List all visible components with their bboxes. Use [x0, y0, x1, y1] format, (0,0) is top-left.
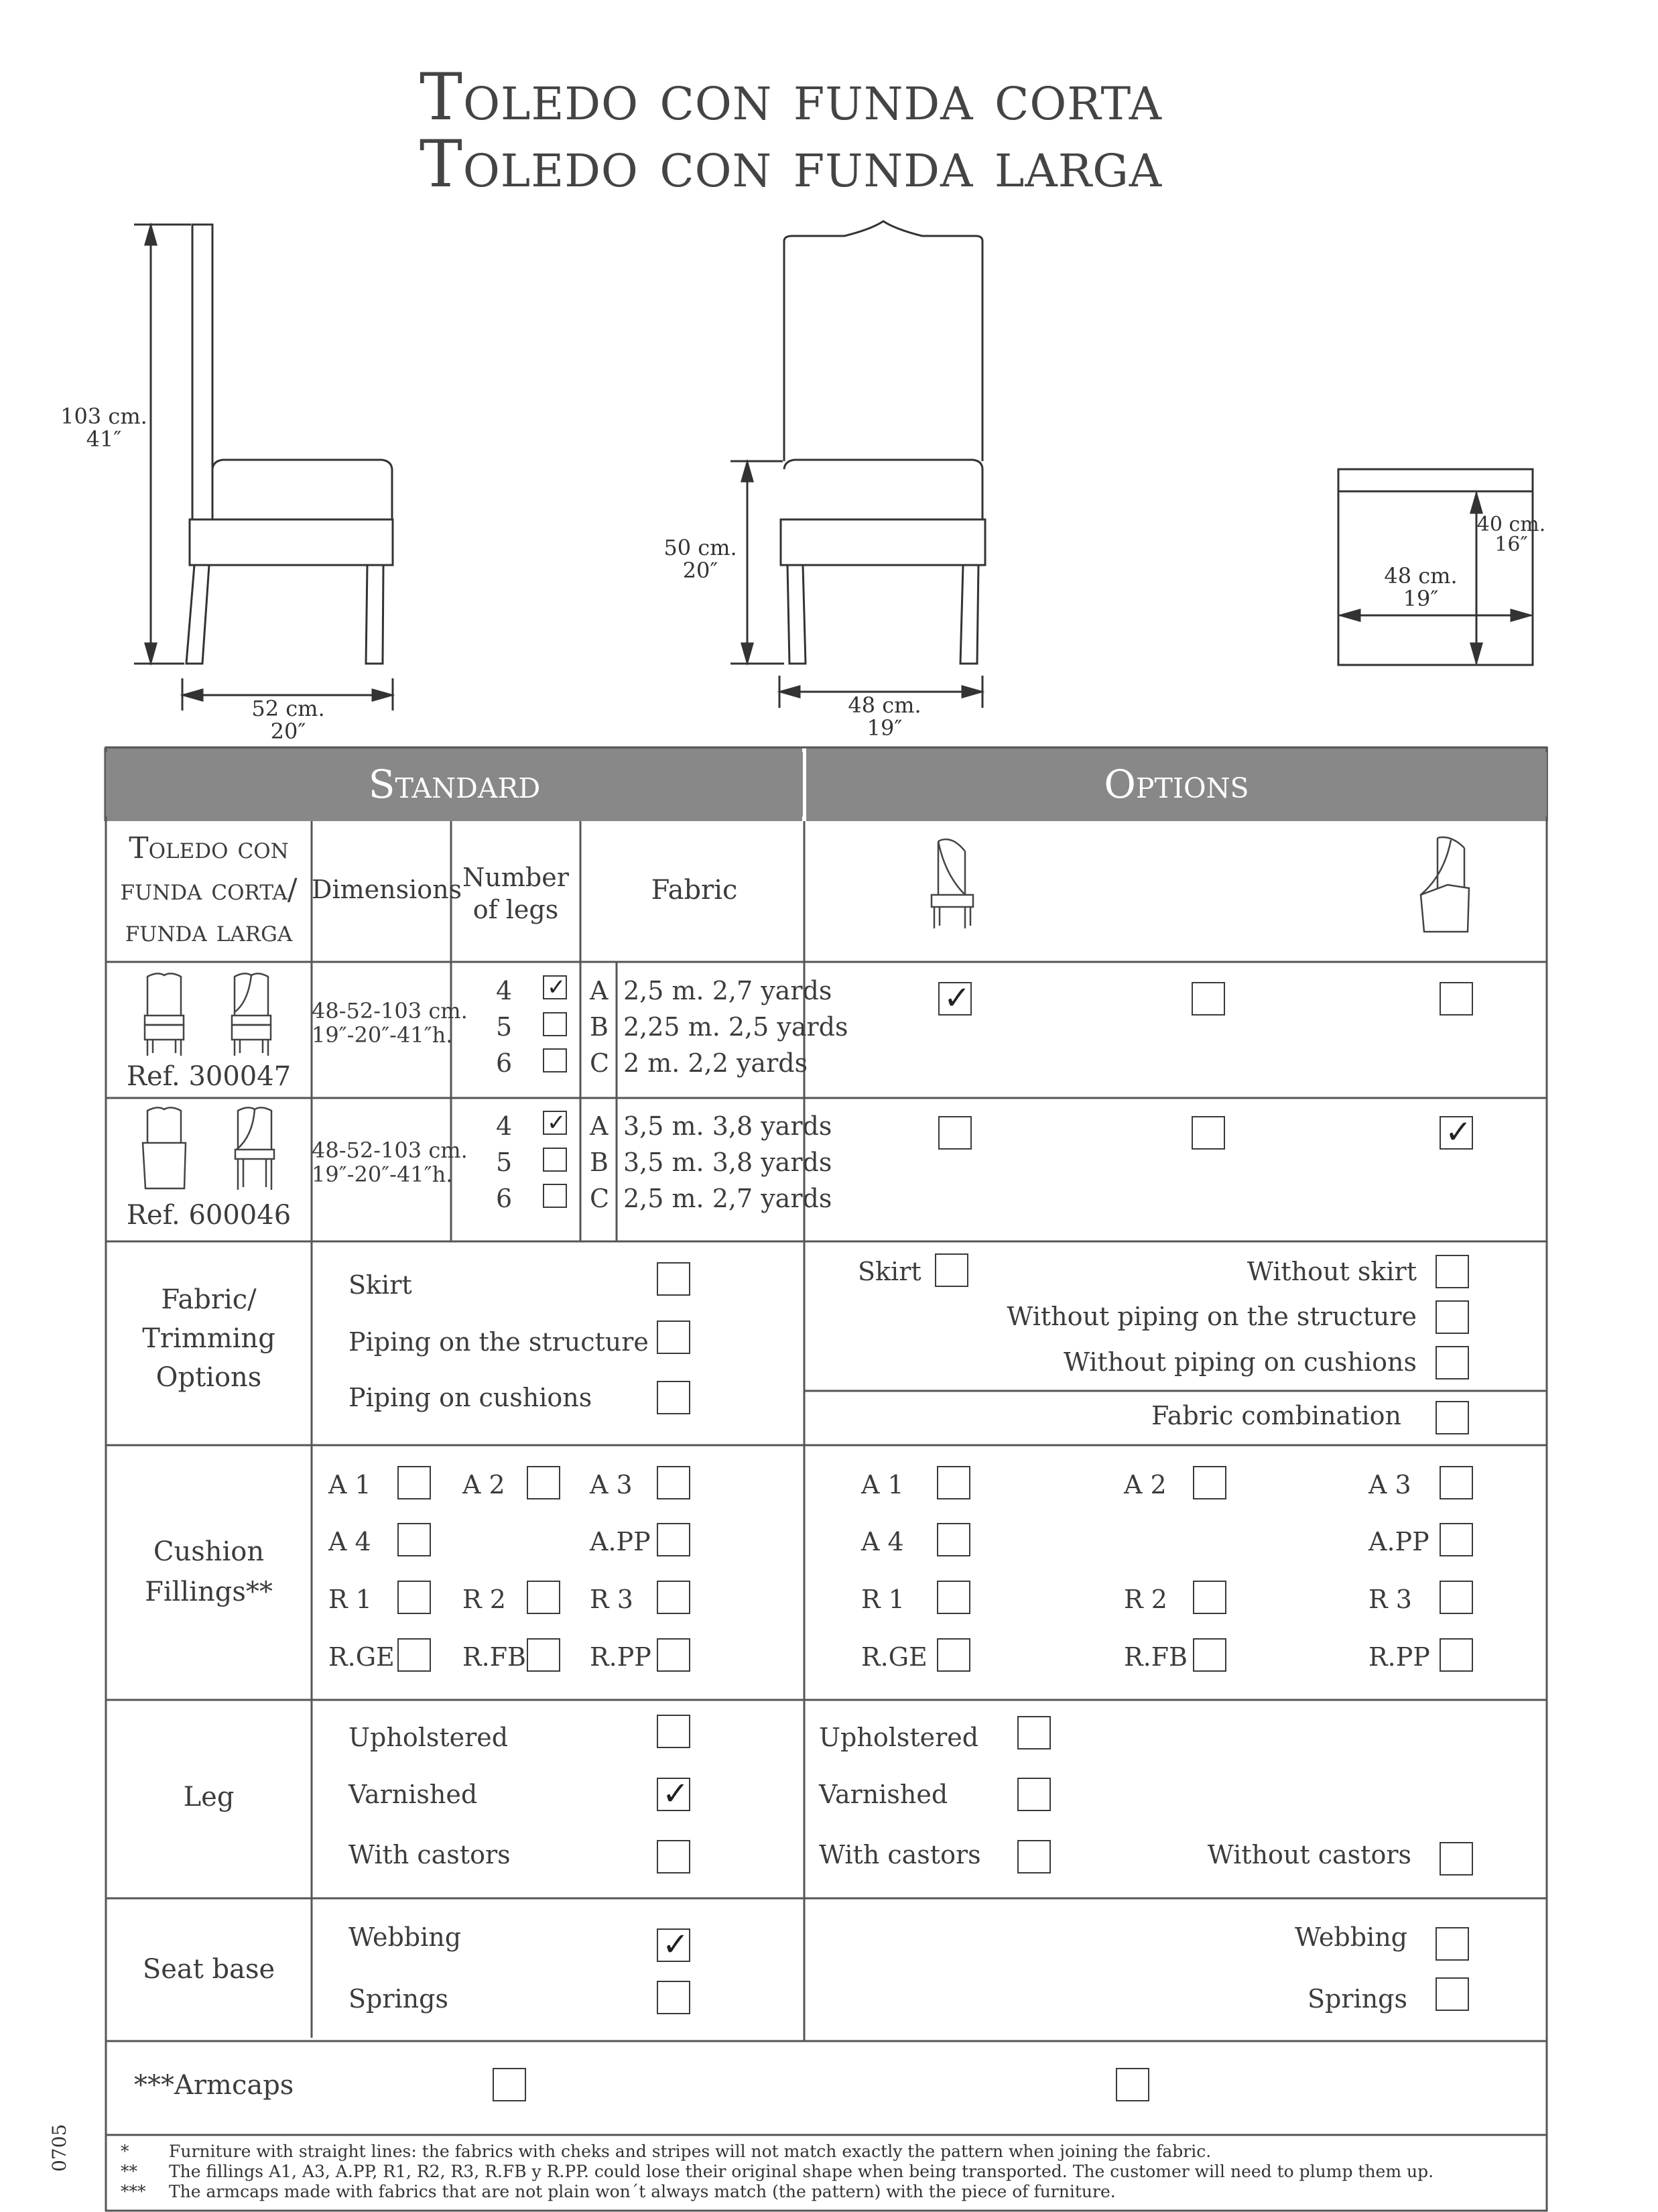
seat-springs-checkbox[interactable]	[657, 1981, 690, 2014]
seat-webbing-label: Webbing	[348, 1922, 462, 1952]
filling-standard-label: A 4	[328, 1527, 371, 1556]
filling-standard-checkbox[interactable]	[397, 1523, 431, 1556]
options-header: Options	[806, 752, 1547, 816]
option-leg-castors-label: With castors	[819, 1840, 981, 1869]
filling-standard-label: A 1	[328, 1470, 371, 1499]
trimming-label: Fabric/ Trimming Options	[142, 1284, 275, 1393]
option-without-piping-cushions-checkbox[interactable]	[1436, 1346, 1469, 1379]
option-webbing-checkbox[interactable]	[1436, 1927, 1469, 1961]
filling-option-label: R.FB	[1124, 1642, 1188, 1672]
product-1-fabric-b-code: B	[590, 1012, 609, 1042]
product-2-fabric-c-qty: 2,5 m. 2,7 yards	[623, 1184, 832, 1213]
filling-option-label: R.GE	[861, 1642, 928, 1672]
option-without-piping-structure-checkbox[interactable]	[1436, 1300, 1469, 1334]
filling-option-label: A 4	[861, 1527, 904, 1556]
filling-option-label: A 3	[1368, 1470, 1411, 1499]
filling-option-label: A.PP	[1368, 1527, 1429, 1556]
filling-option-label: R 2	[1124, 1585, 1167, 1614]
trimming-skirt-checkbox[interactable]	[657, 1262, 690, 1296]
title-line-2: Toledo con funda larga	[419, 127, 1163, 202]
option-leg-varnished-label: Varnished	[819, 1780, 948, 1809]
filling-standard-checkbox[interactable]	[397, 1466, 431, 1499]
leg-castors-checkbox[interactable]	[657, 1840, 690, 1873]
trimming-skirt-label: Skirt	[348, 1270, 412, 1300]
filling-standard-checkbox[interactable]	[527, 1581, 560, 1614]
product-1-fabric-a-code: A	[590, 976, 609, 1005]
product-1-ref: Ref. 300047	[126, 1061, 292, 1092]
title-line-1: Toledo con funda corta	[420, 60, 1162, 135]
product-2-leg-5: 5	[496, 1148, 513, 1177]
product-2-dims: 48-52-103 cm. 19″-20″-41″h.	[312, 1138, 468, 1187]
leg-varnished-label: Varnished	[348, 1780, 478, 1809]
product-2-leg-4: 4	[496, 1111, 513, 1141]
filling-standard-checkbox[interactable]	[527, 1638, 560, 1672]
option-leg-upholstered-label: Upholstered	[819, 1723, 979, 1752]
trimming-piping-structure-checkbox[interactable]	[657, 1320, 690, 1354]
option-without-castors-label: Without castors	[1207, 1840, 1411, 1869]
product-1-fabric-a-qty: 2,5 m. 2,7 yards	[623, 976, 832, 1005]
product-2-leg-6-checkbox[interactable]	[543, 1184, 567, 1208]
footnote-2: ** The fillings A1, A3, A.PP, R1, R2, R3, R.FB y R.PP. could lose their original shape when being transported. The customer will need to plump them up.	[121, 2162, 1434, 2181]
leg-upholstered-checkbox[interactable]	[657, 1715, 690, 1748]
armcaps-option-checkbox[interactable]	[1116, 2068, 1149, 2101]
filling-option-checkbox[interactable]	[1440, 1638, 1473, 1672]
product-2-chair-icons	[137, 1103, 298, 1196]
side-width-label: 52 cm. 20″	[251, 696, 325, 744]
footnote-3: *** The armcaps made with fabrics that are not plain won´t always match (the pattern) with the piece of furniture.	[121, 2182, 1116, 2201]
filling-standard-label: A 3	[590, 1470, 633, 1499]
product-2-leg-6: 6	[496, 1184, 513, 1213]
option-springs-label: Springs	[1308, 1984, 1407, 2014]
option-springs-checkbox[interactable]	[1436, 1977, 1469, 2011]
filling-standard-label: A 2	[462, 1470, 505, 1499]
front-seat-height-label: 50 cm. 20″	[663, 535, 737, 583]
product-2-fabric-c-code: C	[590, 1184, 610, 1213]
product-2-option-2-checkbox[interactable]	[1192, 1116, 1225, 1150]
trimming-piping-structure-label: Piping on the structure	[348, 1327, 649, 1357]
chair-long-cover-icon	[1407, 835, 1481, 935]
product-2-option-1-checkbox[interactable]	[938, 1116, 972, 1150]
filling-standard-label: R.GE	[328, 1642, 395, 1672]
filling-standard-checkbox[interactable]	[657, 1523, 690, 1556]
product-1-dims: 48-52-103 cm. 19″-20″-41″h.	[312, 998, 468, 1048]
filling-option-checkbox[interactable]	[1193, 1581, 1226, 1614]
option-leg-upholstered-checkbox[interactable]	[1017, 1716, 1051, 1749]
product-2-fabric-a-qty: 3,5 m. 3,8 yards	[623, 1111, 832, 1141]
option-without-piping-cushions-label: Without piping on cushions	[1064, 1347, 1417, 1377]
product-2-leg-4-checkbox[interactable]	[543, 1111, 567, 1135]
product-2-fabric-a-code: A	[590, 1111, 609, 1141]
product-1-leg-5: 5	[496, 1012, 513, 1042]
filling-standard-checkbox[interactable]	[397, 1638, 431, 1672]
filling-option-checkbox[interactable]	[937, 1581, 970, 1614]
filling-standard-checkbox[interactable]	[657, 1581, 690, 1614]
filling-standard-label: A.PP	[590, 1527, 651, 1556]
filling-option-checkbox[interactable]	[937, 1638, 970, 1672]
leg-castors-label: With castors	[348, 1840, 511, 1869]
footnote-1: * Furniture with straight lines: the fabrics with cheks and stripes will not match exactly the pattern when joining the fabric.	[121, 2142, 1212, 2161]
filling-option-checkbox[interactable]	[1193, 1638, 1226, 1672]
product-1-leg-6-checkbox[interactable]	[543, 1048, 567, 1072]
filling-standard-checkbox[interactable]	[527, 1466, 560, 1499]
product-2-option-3-checkbox[interactable]	[1440, 1116, 1473, 1150]
armcaps-label: ***Armcaps	[134, 2070, 294, 2101]
seat-springs-label: Springs	[348, 1984, 448, 2014]
chair-short-cover-icon	[925, 835, 985, 935]
product-1-option-3-checkbox[interactable]	[1440, 982, 1473, 1016]
product-1-fabric-c-qty: 2 m. 2,2 yards	[623, 1048, 808, 1078]
product-1-option-2-checkbox[interactable]	[1192, 982, 1225, 1016]
product-1-fabric-b-qty: 2,25 m. 2,5 yards	[623, 1012, 848, 1042]
filling-option-label: R 3	[1368, 1585, 1412, 1614]
side-height-label: 103 cm. 41″	[60, 404, 147, 452]
filling-standard-label: R 3	[590, 1585, 633, 1614]
leg-upholstered-label: Upholstered	[348, 1723, 509, 1752]
armcaps-standard-checkbox[interactable]	[493, 2068, 526, 2101]
filling-option-label: R.PP	[1368, 1642, 1430, 1672]
product-2-leg-5-checkbox[interactable]	[543, 1148, 567, 1172]
product-1-leg-4-checkbox[interactable]	[543, 975, 567, 999]
front-width-label: 48 cm. 19″	[848, 692, 921, 741]
option-skirt-checkbox[interactable]	[935, 1253, 968, 1287]
filling-option-checkbox[interactable]	[1193, 1466, 1226, 1499]
option-without-piping-structure-label: Without piping on the structure	[1007, 1302, 1417, 1331]
filling-standard-label: R.FB	[462, 1642, 526, 1672]
filling-standard-checkbox[interactable]	[657, 1466, 690, 1499]
product-1-leg-5-checkbox[interactable]	[543, 1012, 567, 1036]
option-skirt-label: Skirt	[858, 1257, 921, 1286]
filling-option-checkbox[interactable]	[937, 1466, 970, 1499]
filling-standard-label: R 1	[328, 1585, 372, 1614]
fabric-header: Fabric	[651, 875, 738, 906]
option-leg-castors-checkbox[interactable]	[1017, 1840, 1051, 1873]
filling-standard-label: R.PP	[590, 1642, 651, 1672]
trimming-piping-cushions-label: Piping on cushions	[348, 1383, 592, 1412]
leg-varnished-checkbox[interactable]	[657, 1778, 690, 1811]
product-2-fabric-b-code: B	[590, 1148, 609, 1177]
model-header: Toledo con funda corta/ funda larga	[120, 831, 298, 948]
product-1-leg-4: 4	[496, 976, 513, 1005]
filling-option-checkbox[interactable]	[1440, 1466, 1473, 1499]
option-without-skirt-checkbox[interactable]	[1436, 1255, 1469, 1288]
fillings-label: Cushion Fillings**	[145, 1536, 273, 1607]
option-without-castors-checkbox[interactable]	[1440, 1842, 1473, 1876]
seat-base-label: Seat base	[142, 1954, 275, 1985]
product-1-fabric-c-code: C	[590, 1048, 610, 1078]
leg-label: Leg	[183, 1782, 235, 1812]
dimensions-header: Dimensions	[312, 875, 462, 904]
top-depth-label: 40 cm. 16″	[1476, 513, 1546, 556]
product-2-ref: Ref. 600046	[126, 1200, 292, 1231]
product-1-option-1-checkbox[interactable]	[938, 982, 972, 1016]
legs-header: Number of legs	[462, 863, 569, 924]
filling-standard-label: R 2	[462, 1585, 506, 1614]
product-1-chair-icons	[141, 969, 295, 1062]
document-code: 0705	[48, 2124, 70, 2172]
product-2-fabric-b-qty: 3,5 m. 3,8 yards	[623, 1148, 832, 1177]
option-webbing-label: Webbing	[1294, 1922, 1407, 1952]
trimming-piping-cushions-checkbox[interactable]	[657, 1381, 690, 1414]
option-leg-varnished-checkbox[interactable]	[1017, 1778, 1051, 1811]
standard-header: Standard	[106, 752, 803, 816]
filling-option-checkbox[interactable]	[937, 1523, 970, 1556]
filling-option-label: A 2	[1124, 1470, 1167, 1499]
filling-option-checkbox[interactable]	[1440, 1523, 1473, 1556]
option-fabric-combination-checkbox[interactable]	[1436, 1401, 1469, 1434]
option-without-skirt-label: Without skirt	[1247, 1257, 1417, 1286]
filling-standard-checkbox[interactable]	[657, 1638, 690, 1672]
filling-option-label: R 1	[861, 1585, 905, 1614]
filling-option-label: A 1	[861, 1470, 904, 1499]
top-width-label: 48 cm. 19″	[1384, 563, 1458, 611]
seat-webbing-checkbox[interactable]	[657, 1928, 690, 1962]
product-1-leg-6: 6	[496, 1048, 513, 1078]
filling-standard-checkbox[interactable]	[397, 1581, 431, 1614]
filling-option-checkbox[interactable]	[1440, 1581, 1473, 1614]
option-fabric-combination-label: Fabric combination	[1151, 1401, 1401, 1430]
